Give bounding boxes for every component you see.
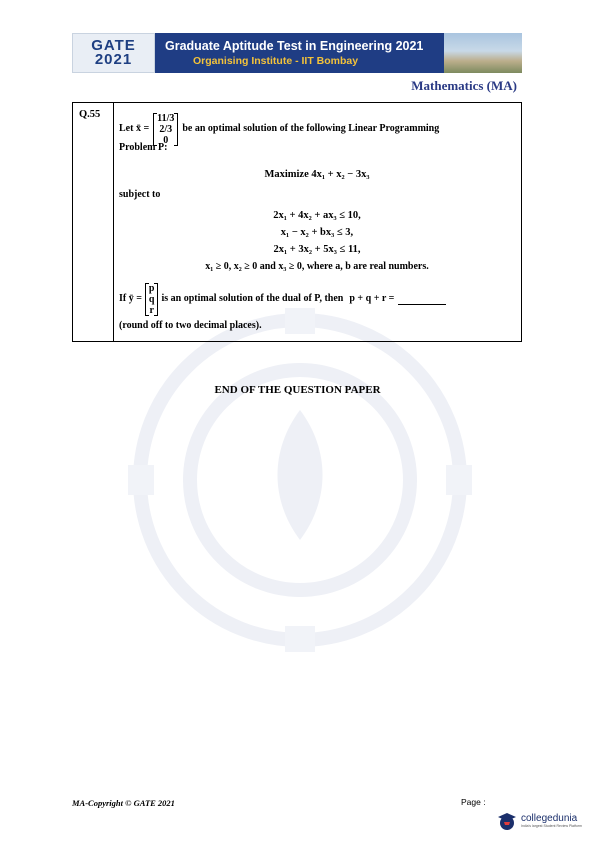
gate-logo (72, 33, 155, 73)
collegedunia-tagline: India's largest Student Review Platform (521, 824, 582, 828)
let-prefix: Let x̄ = (119, 123, 150, 134)
question-number: Q.55 (79, 109, 101, 120)
y-vector (145, 283, 159, 316)
x-vector (153, 113, 178, 146)
subject-to: subject to (119, 189, 161, 200)
question-content (119, 107, 515, 334)
answer-blank (398, 294, 446, 305)
logo-year: 2021 (94, 51, 133, 68)
x-vector-entry: 0 (163, 134, 169, 146)
iit-bombay-watermark (120, 300, 480, 660)
end-of-paper: END OF THE QUESTION PAPER (214, 384, 381, 396)
banner-organiser: Organising Institute - IIT Bombay (193, 55, 359, 67)
header-banner (72, 33, 522, 73)
collegedunia-name: collegedunia (521, 813, 578, 824)
institute-building-image (444, 33, 522, 73)
footer-page: Page : (461, 797, 486, 807)
if-suffix: is an optimal solution of the dual of P, then (161, 293, 344, 304)
y-vector-entry: q (148, 293, 155, 305)
if-line (119, 279, 515, 319)
constraint-1: 2x₁ + 4x₂ + ax₃ ≤ 10, (273, 210, 361, 221)
y-vector-entry: r (149, 304, 154, 316)
objective: Maximize 4x₁ + x₂ − 3x₃ (264, 169, 370, 180)
let-suffix: be an optimal solution of the following Linear Programming (182, 123, 440, 134)
graduate-cap-icon (496, 810, 518, 832)
x-vector-entry: 11/3 (157, 112, 175, 124)
banner-text (155, 33, 444, 73)
nonnegativity-constraint: x₁ ≥ 0, x₂ ≥ 0 and x₃ ≥ 0, where a, b are real numbers. (205, 261, 429, 272)
if-prefix: If ȳ = (119, 293, 142, 304)
problem-label: Problem P: (119, 142, 168, 153)
constraint-2: x₁ − x₂ + bx₃ ≤ 3, (280, 227, 354, 238)
constraint-3: 2x₁ + 3x₂ + 5x₃ ≤ 11, (273, 244, 361, 255)
y-vector-entry: p (148, 282, 155, 294)
sum-expression: p + q + r = (349, 293, 395, 304)
subject-label: Mathematics (MA) (411, 78, 517, 93)
collegedunia-badge (496, 805, 595, 837)
question-box (72, 102, 522, 342)
x-vector-entry: 2/3 (159, 123, 173, 135)
logo-word: GATE (91, 37, 136, 54)
question-divider (113, 103, 114, 341)
rounding-note: (round off to two decimal places). (119, 320, 262, 331)
banner-title: Graduate Aptitude Test in Engineering 2021 (165, 39, 424, 53)
footer-copyright: MA-Copyright © GATE 2021 (72, 798, 175, 808)
